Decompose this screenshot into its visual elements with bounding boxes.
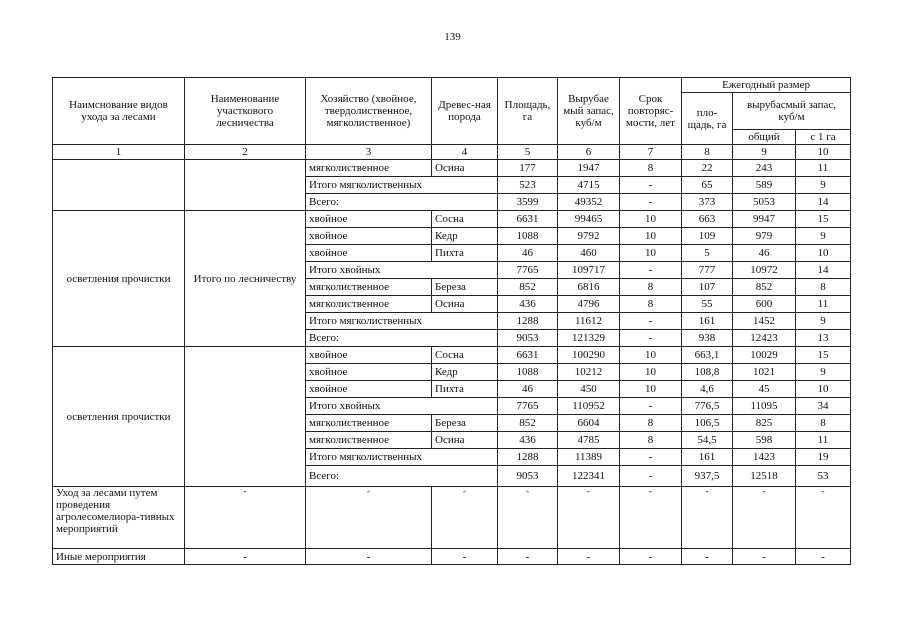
farm-cell: Итого хвойных [306, 262, 498, 279]
species-cell: Береза [432, 279, 498, 296]
y-ha-cell: 9 [796, 364, 851, 381]
farm-cell: мягколиственное [306, 296, 432, 313]
dash-cell [498, 487, 558, 549]
forestry-cell [185, 347, 306, 487]
header-row [53, 78, 851, 93]
header-stock: Вырубае мый запас, куб/м [558, 78, 620, 145]
y-area-cell: 107 [682, 279, 733, 296]
y-area-cell: 106,5 [682, 415, 733, 432]
header-annual-total: общий [733, 130, 796, 145]
dash-cell: - [306, 549, 432, 565]
y-area-cell: 161 [682, 449, 733, 466]
y-area-cell: 937,5 [682, 466, 733, 487]
species-cell: Осина [432, 160, 498, 177]
species-cell: Береза [432, 415, 498, 432]
dash-cell: - [498, 549, 558, 565]
y-ha-cell: 15 [796, 211, 851, 228]
farm-cell: мягколиственное [306, 279, 432, 296]
table-row [53, 160, 851, 177]
stock-cell: 450 [558, 381, 620, 398]
y-ha-cell: 15 [796, 347, 851, 364]
area-cell: 9053 [498, 330, 558, 347]
period-cell: 10 [620, 381, 682, 398]
period-cell: - [620, 449, 682, 466]
table-row [53, 211, 851, 228]
y-total-cell: 1452 [733, 313, 796, 330]
period-cell: 8 [620, 415, 682, 432]
table-row [53, 347, 851, 364]
y-area-cell: 161 [682, 313, 733, 330]
y-area-cell: 777 [682, 262, 733, 279]
area-cell: 7765 [498, 262, 558, 279]
y-area-cell: 65 [682, 177, 733, 194]
y-area-cell: 22 [682, 160, 733, 177]
dash-cell [306, 487, 432, 549]
header-species: Древес-ная порода [432, 78, 498, 145]
y-total-cell: 45 [733, 381, 796, 398]
area-cell: 7765 [498, 398, 558, 415]
area-cell: 523 [498, 177, 558, 194]
column-number-row [53, 145, 851, 160]
species-cell: Пихта [432, 245, 498, 262]
area-cell: 3599 [498, 194, 558, 211]
y-total-cell: 589 [733, 177, 796, 194]
y-ha-cell: 11 [796, 160, 851, 177]
dash-mark: - [649, 486, 652, 496]
area-cell: 9053 [498, 466, 558, 487]
period-cell: - [620, 194, 682, 211]
column-number: 1 [53, 145, 185, 160]
farm-cell: Всего: [306, 194, 498, 211]
period-cell: - [620, 262, 682, 279]
header-forestry: Наименование участкового лесничества [185, 78, 306, 145]
stock-cell: 4715 [558, 177, 620, 194]
y-total-cell: 600 [733, 296, 796, 313]
y-ha-cell: 8 [796, 415, 851, 432]
species-cell: Пихта [432, 381, 498, 398]
column-number: 8 [682, 145, 733, 160]
species-cell: Кедр [432, 228, 498, 245]
period-cell: 8 [620, 432, 682, 449]
farm-cell: хвойное [306, 211, 432, 228]
farm-cell: хвойное [306, 381, 432, 398]
farm-cell: Итого мягколиственных [306, 313, 498, 330]
dash-mark: - [762, 486, 766, 496]
header-annual-stock: вырубасмый запас, куб/м [733, 93, 851, 130]
y-area-cell: 109 [682, 228, 733, 245]
farm-cell: мягколиственное [306, 160, 432, 177]
species-cell: Сосна [432, 347, 498, 364]
dash-mark: - [705, 486, 709, 496]
area-cell: 852 [498, 415, 558, 432]
dash-mark: - [526, 486, 529, 496]
area-cell: 1288 [498, 449, 558, 466]
forestry-cell [185, 160, 306, 211]
header-farm: Хозяйство (хвойное, твердолиственное, мягколиственное) [306, 78, 432, 145]
area-cell: 1288 [498, 313, 558, 330]
period-cell: - [620, 313, 682, 330]
period-cell: 10 [620, 245, 682, 262]
column-number: 2 [185, 145, 306, 160]
farm-cell: мягколиственное [306, 415, 432, 432]
y-area-cell: 663,1 [682, 347, 733, 364]
dash-cell: - [185, 549, 306, 565]
y-total-cell: 11095 [733, 398, 796, 415]
y-total-cell: 46 [733, 245, 796, 262]
other-measures-row [53, 549, 851, 565]
stock-cell: 122341 [558, 466, 620, 487]
y-ha-cell: 11 [796, 296, 851, 313]
stock-cell: 6816 [558, 279, 620, 296]
page-number: 139 [444, 31, 461, 43]
dash-mark: - [367, 486, 370, 496]
y-ha-cell: 14 [796, 262, 851, 279]
dash-cell [558, 487, 620, 549]
dash-cell: - [733, 549, 796, 565]
area-cell: 6631 [498, 347, 558, 364]
period-cell: - [620, 177, 682, 194]
period-cell: 10 [620, 347, 682, 364]
stock-cell: 460 [558, 245, 620, 262]
farm-cell: Итого хвойных [306, 398, 498, 415]
forestry-cell: Итого по лесничеству [185, 211, 306, 347]
dash-cell: - [682, 549, 733, 565]
dash-cell [432, 487, 498, 549]
y-area-cell: 54,5 [682, 432, 733, 449]
care-type-cell [53, 160, 185, 211]
period-cell: - [620, 398, 682, 415]
stock-cell: 6604 [558, 415, 620, 432]
care-type-cell: осветления прочистки [53, 347, 185, 487]
y-total-cell: 12423 [733, 330, 796, 347]
dash-cell: - [432, 549, 498, 565]
y-area-cell: 938 [682, 330, 733, 347]
dash-cell: - [558, 549, 620, 565]
y-total-cell: 1423 [733, 449, 796, 466]
y-total-cell: 243 [733, 160, 796, 177]
y-area-cell: 776,5 [682, 398, 733, 415]
farm-cell: хвойное [306, 228, 432, 245]
area-cell: 436 [498, 432, 558, 449]
stock-cell: 1947 [558, 160, 620, 177]
dash-mark: - [587, 486, 590, 496]
y-area-cell: 663 [682, 211, 733, 228]
y-ha-cell: 14 [796, 194, 851, 211]
species-cell: Осина [432, 432, 498, 449]
header-care-type: Наимснование видов ухода за лесами [53, 78, 185, 145]
header-annual-area: пло-щадь, га [682, 93, 733, 145]
stock-cell: 9792 [558, 228, 620, 245]
header-period: Срок повторяс-мости, лет [620, 78, 682, 145]
stock-cell: 49352 [558, 194, 620, 211]
dash-cell [733, 487, 796, 549]
y-area-cell: 55 [682, 296, 733, 313]
care-type-cell: осветления прочистки [53, 211, 185, 347]
y-total-cell: 825 [733, 415, 796, 432]
header-area: Площадь, га [498, 78, 558, 145]
farm-cell: хвойное [306, 364, 432, 381]
y-ha-cell: 53 [796, 466, 851, 487]
y-total-cell: 12518 [733, 466, 796, 487]
column-number: 4 [432, 145, 498, 160]
stock-cell: 11612 [558, 313, 620, 330]
area-cell: 46 [498, 245, 558, 262]
period-cell: 10 [620, 211, 682, 228]
area-cell: 6631 [498, 211, 558, 228]
area-cell: 177 [498, 160, 558, 177]
stock-cell: 4796 [558, 296, 620, 313]
y-ha-cell: 11 [796, 432, 851, 449]
dash-mark: - [821, 486, 825, 496]
period-cell: - [620, 330, 682, 347]
other-measures-label: Иные мероприятия [53, 549, 185, 565]
y-ha-cell: 10 [796, 381, 851, 398]
dash-cell: - [796, 549, 851, 565]
column-number: 5 [498, 145, 558, 160]
y-area-cell: 373 [682, 194, 733, 211]
area-cell: 852 [498, 279, 558, 296]
y-total-cell: 852 [733, 279, 796, 296]
farm-cell: Всего: [306, 466, 498, 487]
dash-cell [185, 487, 306, 549]
period-cell: - [620, 466, 682, 487]
agro-care-row [53, 487, 851, 549]
agro-care-label: Уход за лесами путем проведения агролесомелиора-тивных мероприятий [53, 487, 185, 549]
period-cell: 8 [620, 279, 682, 296]
stock-cell: 109717 [558, 262, 620, 279]
dash-cell [620, 487, 682, 549]
farm-cell: хвойное [306, 245, 432, 262]
area-cell: 1088 [498, 228, 558, 245]
column-number: 7 [620, 145, 682, 160]
y-total-cell: 598 [733, 432, 796, 449]
dash-mark: - [243, 486, 247, 496]
period-cell: 8 [620, 296, 682, 313]
y-total-cell: 979 [733, 228, 796, 245]
column-number: 6 [558, 145, 620, 160]
area-cell: 46 [498, 381, 558, 398]
forest-care-table [52, 77, 851, 565]
stock-cell: 11389 [558, 449, 620, 466]
y-area-cell: 108,8 [682, 364, 733, 381]
column-number: 10 [796, 145, 851, 160]
farm-cell: Итого мягколиственных [306, 449, 498, 466]
farm-cell: Всего: [306, 330, 498, 347]
species-cell: Кедр [432, 364, 498, 381]
y-total-cell: 1021 [733, 364, 796, 381]
area-cell: 436 [498, 296, 558, 313]
y-total-cell: 5053 [733, 194, 796, 211]
y-ha-cell: 34 [796, 398, 851, 415]
species-cell: Сосна [432, 211, 498, 228]
stock-cell: 10212 [558, 364, 620, 381]
stock-cell: 4785 [558, 432, 620, 449]
y-ha-cell: 19 [796, 449, 851, 466]
area-cell: 1088 [498, 364, 558, 381]
dash-cell [682, 487, 733, 549]
stock-cell: 121329 [558, 330, 620, 347]
y-total-cell: 10972 [733, 262, 796, 279]
stock-cell: 110952 [558, 398, 620, 415]
period-cell: 8 [620, 160, 682, 177]
y-ha-cell: 9 [796, 177, 851, 194]
farm-cell: хвойное [306, 347, 432, 364]
dash-cell: - [620, 549, 682, 565]
y-total-cell: 10029 [733, 347, 796, 364]
y-area-cell: 5 [682, 245, 733, 262]
species-cell: Осина [432, 296, 498, 313]
y-total-cell: 9947 [733, 211, 796, 228]
header-annual-per-ha: с 1 га [796, 130, 851, 145]
header-annual: Ежегодный размер [682, 78, 851, 93]
column-number: 9 [733, 145, 796, 160]
farm-cell: мягколиственное [306, 432, 432, 449]
period-cell: 10 [620, 364, 682, 381]
y-ha-cell: 9 [796, 228, 851, 245]
stock-cell: 100290 [558, 347, 620, 364]
y-ha-cell: 8 [796, 279, 851, 296]
dash-mark: - [463, 486, 466, 496]
dash-cell [796, 487, 851, 549]
y-area-cell: 4,6 [682, 381, 733, 398]
farm-cell: Итого мягколиственных [306, 177, 498, 194]
y-ha-cell: 10 [796, 245, 851, 262]
y-ha-cell: 9 [796, 313, 851, 330]
column-number: 3 [306, 145, 432, 160]
y-ha-cell: 13 [796, 330, 851, 347]
period-cell: 10 [620, 228, 682, 245]
stock-cell: 99465 [558, 211, 620, 228]
